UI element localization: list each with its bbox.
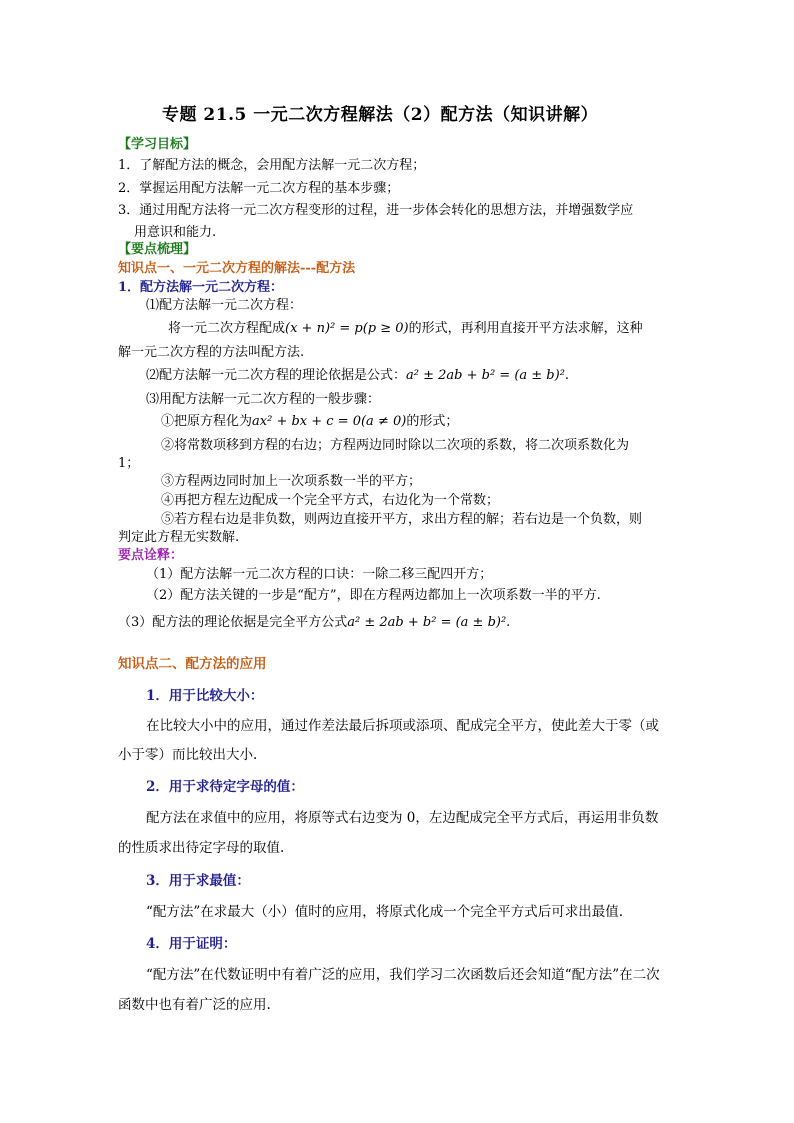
kp1-title: 知识点一、一元二次方程的解法---配方法 [118, 261, 356, 276]
goal-item-3-cont: 用意识和能力. [134, 225, 217, 240]
kp2-s2-text-cont: 的性质求出待定字母的取值. [118, 840, 285, 856]
formula-standard-form: ax² + bx + c = 0(a ≠ 0) [252, 414, 407, 429]
kp2-title: 知识点二、配方法的应用 [118, 656, 267, 672]
kp1-p3: ⑶用配方法解一元二次方程的一般步骤： [146, 392, 381, 407]
kp2-s4-text: “配方法”在代数证明中有着广泛的应用，我们学习二次函数后还会知道“配方法”在二次 [146, 967, 660, 983]
note-1: （1）配方法解一元二次方程的口诀：一除二移三配四开方； [146, 567, 493, 582]
kp1-p2: ⑵配方法解一元二次方程的理论依据是公式：a² ± 2ab + b² = (a ± b)². [146, 368, 570, 383]
step-2-cont: 1； [118, 456, 140, 471]
notes-heading: 要点诠释： [118, 548, 184, 563]
formula-perfect-square: a² ± 2ab + b² = (a ± b)². [406, 368, 570, 383]
kp2-s1-title: 1．用于比较大小： [146, 688, 264, 704]
step-5-cont: 判定此方程无实数解. [118, 530, 240, 545]
kp1-p1-text-cont: 解一元二次方程的方法叫配方法. [118, 345, 305, 360]
formula-completed-square: (x + n)² = p(p ≥ 0) [285, 321, 409, 336]
goal-item-2: 2．掌握运用配方法解一元二次方程的基本步骤； [118, 181, 400, 196]
kp2-s3-text: “配方法”在求最大（小）值时的应用，将原式化成一个完全平方式后可求出最值. [146, 904, 624, 920]
step-1: ①把原方程化为ax² + bx + c = 0(a ≠ 0)的形式； [161, 414, 459, 429]
kp1-sub1: 1．配方法解一元二次方程： [118, 280, 284, 295]
kp2-s4-text-cont: 函数中也有着广泛的应用. [118, 997, 271, 1013]
goal-item-1: 1．了解配方法的概念，会用配方法解一元二次方程； [118, 158, 426, 173]
kp2-s3-title: 3．用于求最值： [146, 873, 250, 889]
kp2-s1-text: 在比较大小中的应用，通过作差法最后拆项或添项、配成完全平方，使此差大于零（或 [146, 718, 659, 734]
goal-item-3: 3．通过用配方法将一元二次方程变形的过程，进一步体会转化的思想方法，并增强数学应 [118, 203, 634, 218]
formula-perfect-square-2: a² ± 2ab + b² = (a ± b)². [347, 615, 511, 630]
step-5: ⑤若方程右边是非负数，则两边直接开平方，求出方程的解；若右边是一个负数，则 [161, 512, 643, 527]
kp1-p1-text: 将一元二次方程配成(x + n)² = p(p ≥ 0)的形式，再利用直接开平方法求解，这种 [168, 321, 643, 336]
note-2: （2）配方法关键的一步是“配方”，即在方程两边都加上一次项系数一半的平方. [146, 588, 601, 603]
step-3: ③方程两边同时加上一次项系数一半的平方； [161, 474, 422, 489]
kp2-s2-title: 2．用于求待定字母的值： [146, 779, 304, 795]
kp1-p1: ⑴配方法解一元二次方程： [146, 298, 303, 313]
kp2-s4-title: 4．用于证明： [146, 936, 237, 952]
kp2-s1-text-cont: 小于零）而比较出大小. [118, 747, 258, 763]
page-title: 专题 21.5 一元二次方程解法（2）配方法（知识讲解） [162, 105, 599, 125]
step-4: ④再把方程左边配成一个完全平方式，右边化为一个常数； [161, 493, 500, 508]
note-3: （3）配方法的理论依据是完全平方公式a² ± 2ab + b² = (a ± b)². [118, 615, 511, 630]
goals-heading: 【学习目标】 [118, 137, 197, 152]
step-2: ②将常数项移到方程的右边；方程两边同时除以二次项的系数，将二次项系数化为 [161, 438, 630, 453]
points-heading: 【要点梳理】 [118, 242, 197, 257]
kp2-s2-text: 配方法在求值中的应用，将原等式右边变为 0，左边配成完全平方式后，再运用非负数 [146, 810, 659, 826]
